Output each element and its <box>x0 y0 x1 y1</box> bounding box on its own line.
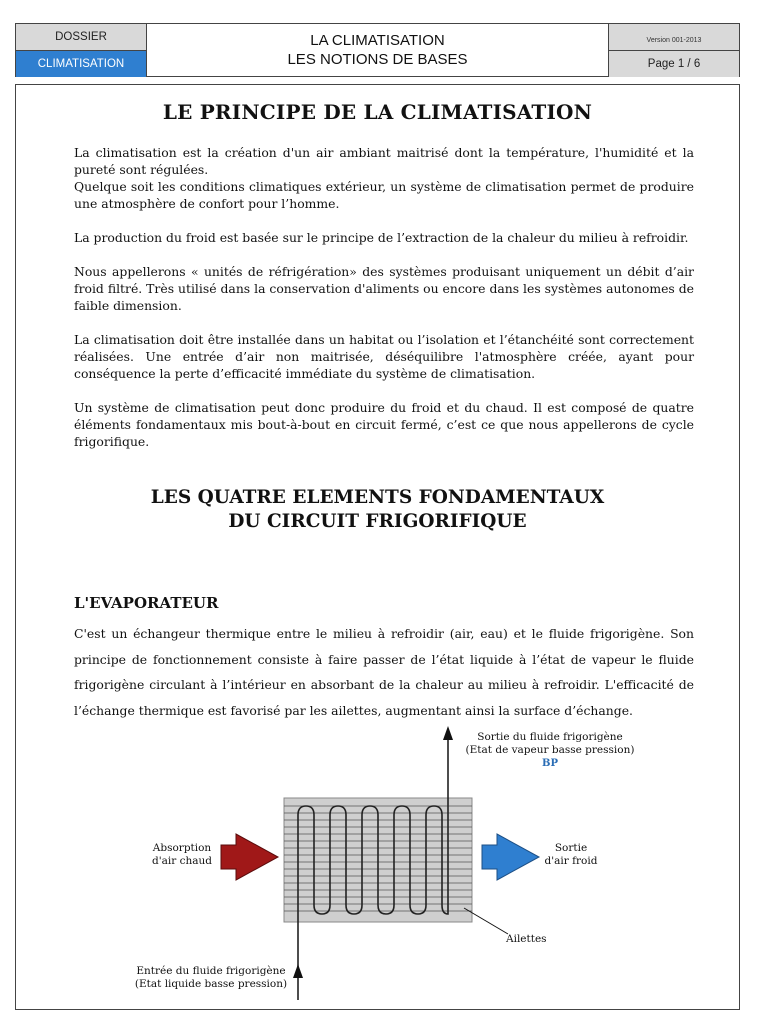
paragraph-5: Un système de climatisation peut donc produire du froid et du chaud. Il est composé de quatre éléments fondamentaux mis bout-à-bout en circuit fermé, c’est ce que nous appellerons de cycle frigorifique. <box>74 400 694 449</box>
page-number: Page 1 / 6 <box>608 51 739 77</box>
paragraph-4: La climatisation doit être installée dans un habitat ou l’isolation et l’étanchéité sont correctement réalisées. Une entrée d’air non maitrisée, déséquilibre l'atmosphère créée, ayant pour conséquence la perte d’efficacité immédiate du système de climatisation. <box>74 332 694 381</box>
version-label: Version 001-2013 <box>608 24 739 51</box>
paragraph-2: La production du froid est basée sur le principe de l’extraction de la chaleur du milieu à refroidir. <box>74 230 689 245</box>
inlet-label-line1: Entrée du fluide frigorigène <box>136 965 286 977</box>
page-title: LE PRINCIPE DE LA CLIMATISATION <box>162 100 593 124</box>
cold-air-label-line1: Sortie <box>554 842 588 854</box>
evaporator-description: C'est un échangeur thermique entre le milieu à refroidir (air, eau) et le fluide frigorigène. Son principe de fonctionnement consiste à faire passer de l’état liquide à l’état de vapeur le fluide frigorigène circulant à l’intérieur en absorbant de la chaleur au milieu à refroidir. L'efficacité de l’échange thermique est favorisé par les ailettes, augmentant ainsi la surface d’échange. <box>74 626 694 718</box>
outlet-label-line1: Sortie du fluide frigorigène <box>477 731 623 743</box>
cold-air-label-line2: d'air froid <box>544 855 598 867</box>
outlet-label <box>460 731 640 770</box>
paragraph-1a: La climatisation est la création d'un air ambiant maitrisé dont la température, l'humidité et la pureté sont régulées. <box>74 145 694 177</box>
dossier-label: DOSSIER <box>16 24 147 51</box>
paragraph-1b: Quelque soit les conditions climatiques extérieur, un système de climatisation permet de produire une atmosphère de confort pour l’homme. <box>74 179 694 211</box>
inlet-label-line2: (Etat liquide basse pression) <box>134 978 288 990</box>
hot-air-label-line2: d'air chaud <box>152 855 212 867</box>
document-title-line2: LES NOTIONS DE BASES <box>287 51 468 68</box>
inlet-label <box>126 965 296 991</box>
outlet-arrow <box>443 726 453 740</box>
category-label: CLIMATISATION <box>16 51 147 77</box>
cold-air-arrow <box>482 834 539 880</box>
document-title-line1: LA CLIMATISATION <box>310 32 445 49</box>
fins-label: Ailettes <box>506 933 547 945</box>
cold-air-label <box>536 842 606 868</box>
hot-air-label <box>142 842 222 868</box>
outlet-bp-label: BP <box>542 758 558 769</box>
section-title-line2: DU CIRCUIT FRIGORIFIQUE <box>228 511 527 532</box>
paragraph-3: Nous appellerons « unités de réfrigération» des systèmes produisant uniquement un débit d’air froid filtré. Très utilisé dans la conservation d'aliments ou encore dans les systèmes autonomes de faible dimension. <box>74 264 694 313</box>
evaporator-heading: L'EVAPORATEUR <box>74 594 219 612</box>
section-title-line1: LES QUATRE ELEMENTS FONDAMENTAUX <box>150 487 605 508</box>
hot-air-label-line1: Absorption <box>152 842 212 854</box>
outlet-label-line2: (Etat de vapeur basse pression) <box>465 744 635 756</box>
hot-air-arrow <box>221 834 278 880</box>
